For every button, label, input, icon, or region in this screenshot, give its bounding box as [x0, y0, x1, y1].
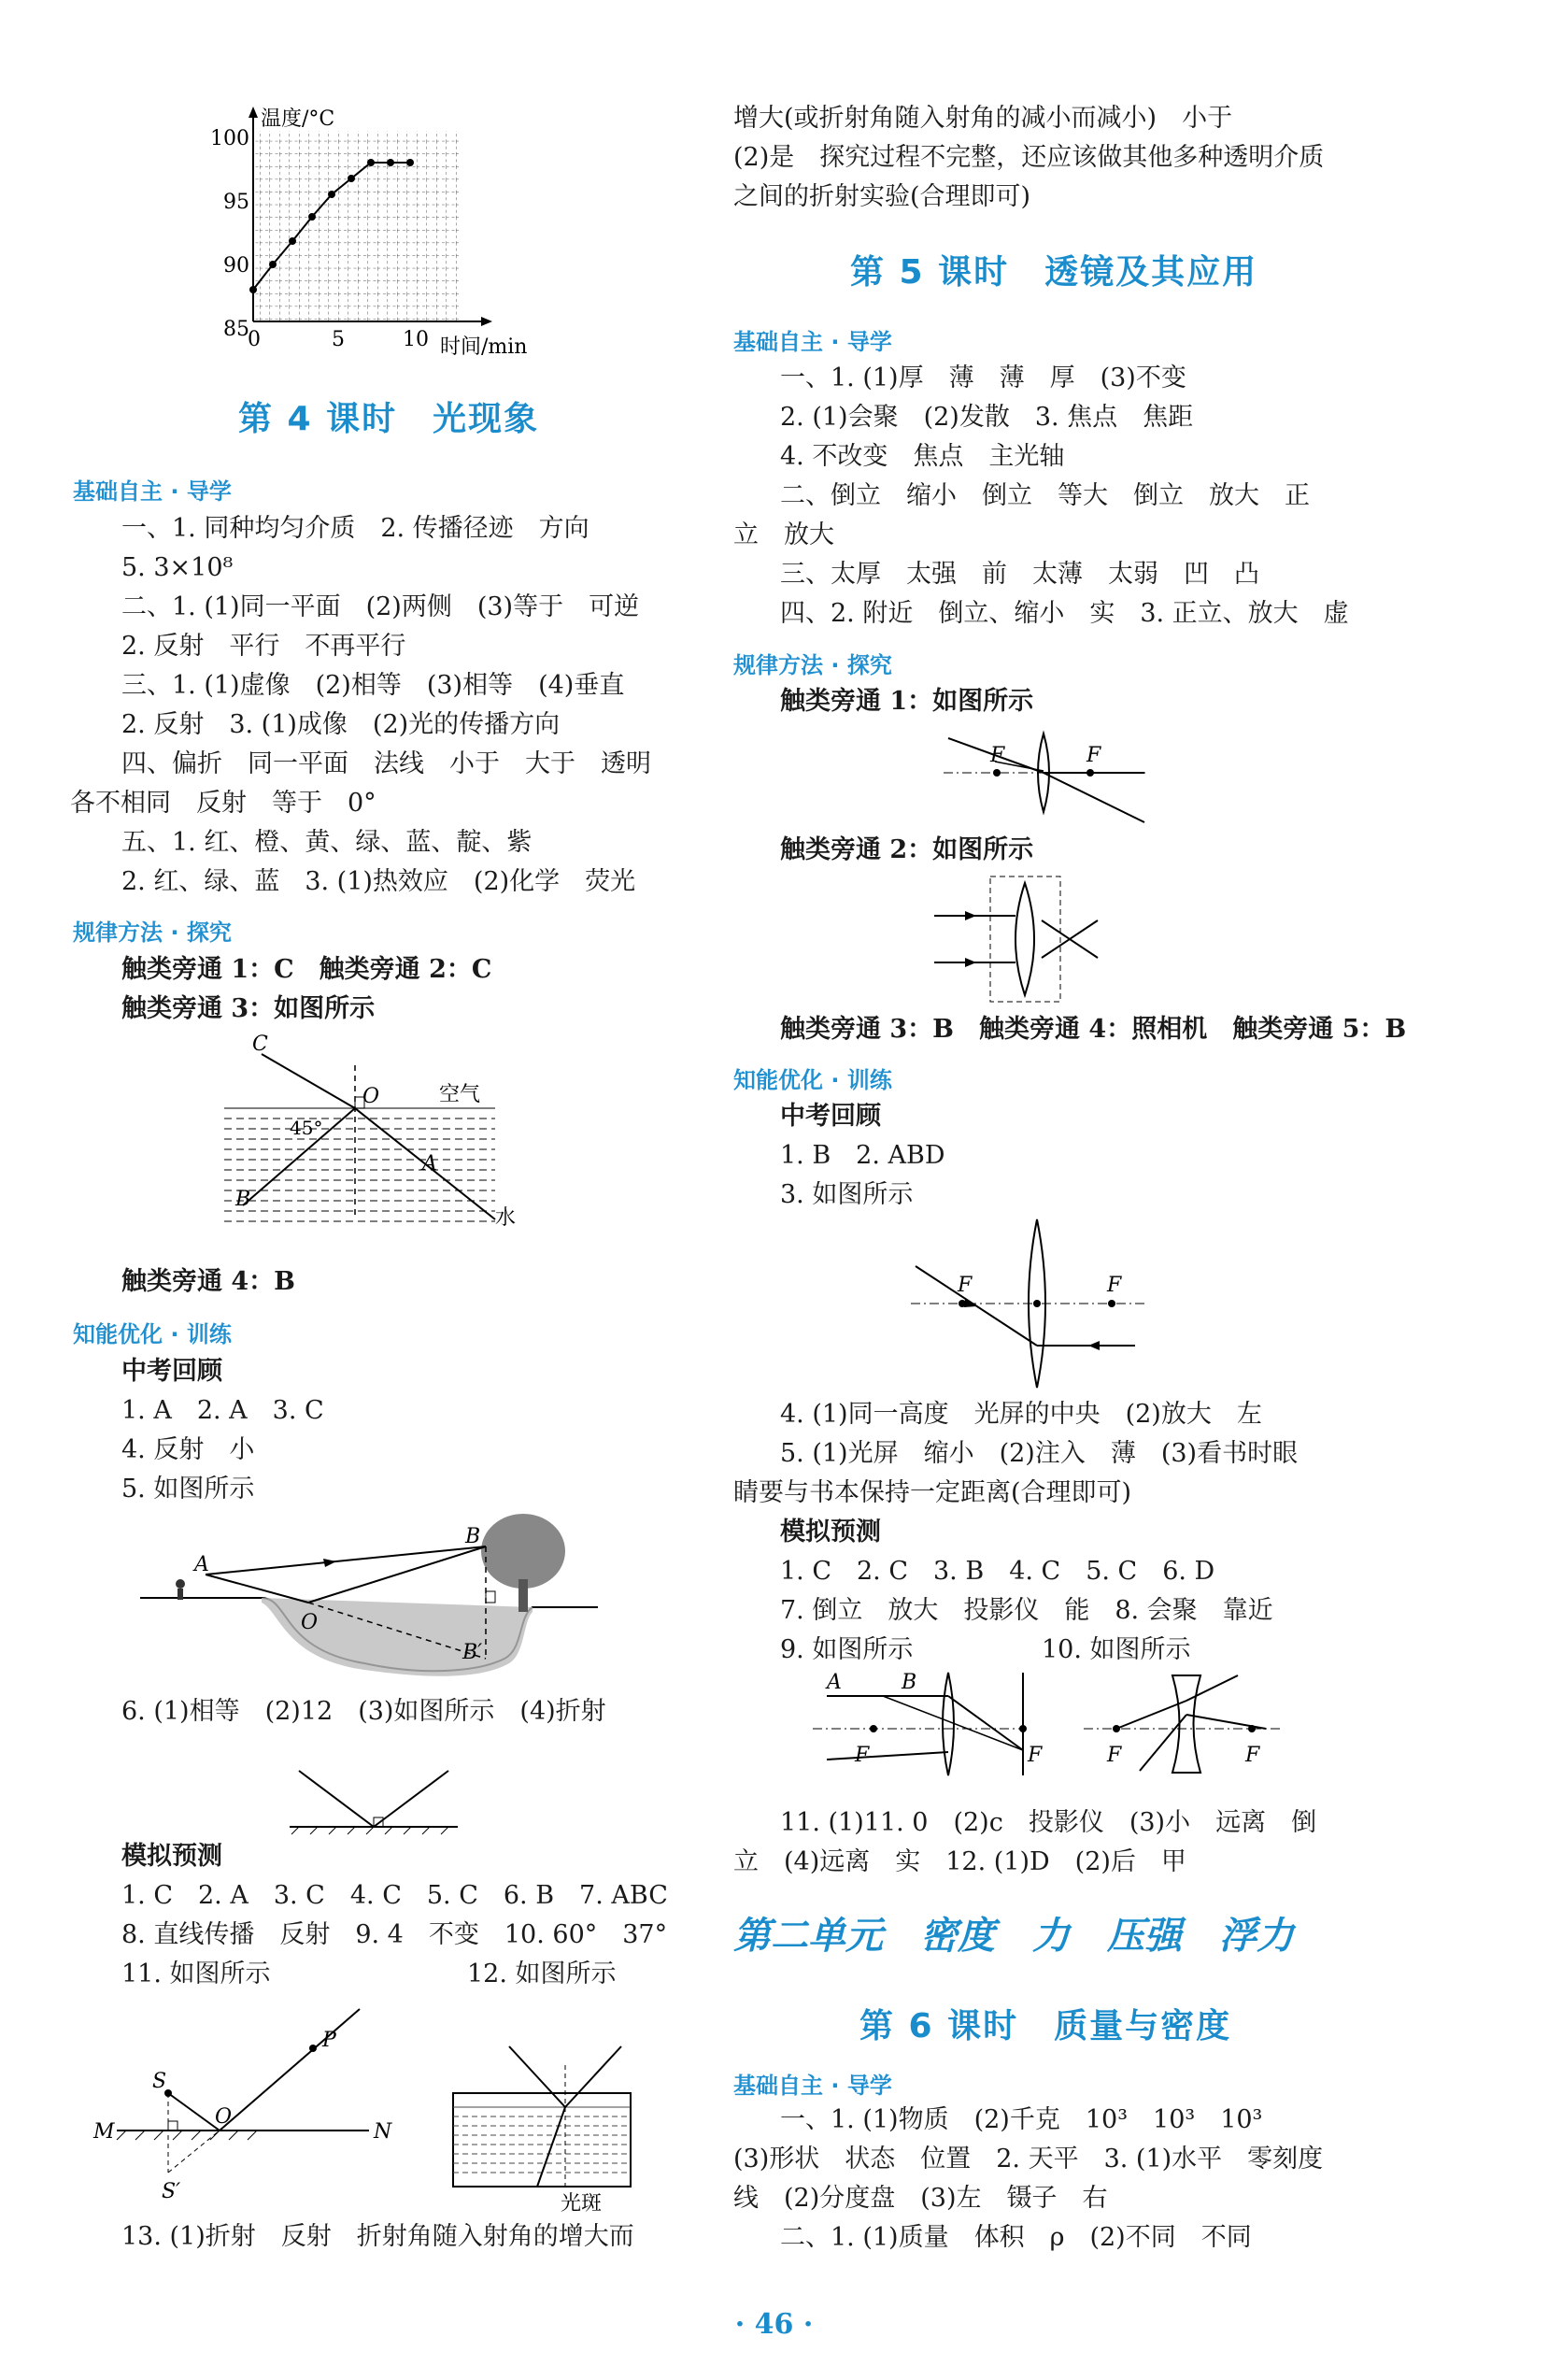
- answer-line: 触类旁通 3：如图所示: [121, 994, 376, 1023]
- section-method-explore: 规律方法 · 探究: [73, 919, 232, 946]
- svg-text:F: F: [1107, 1274, 1122, 1297]
- answer-line: 3. 如图所示: [780, 1180, 914, 1209]
- answer-line: 触类旁通 1：C 触类旁通 2：C: [121, 955, 492, 984]
- convex-lens-diagram-2: [930, 869, 1163, 1009]
- lesson5-title: 第 5 课时 透镜及其应用: [850, 253, 1258, 292]
- answer-line: 11. (1)11. 0 (2)c 投影仪 (3)小 远离 倒: [780, 1808, 1317, 1837]
- answer-line: 9. 如图所示: [780, 1635, 914, 1664]
- answer-line: 各不相同 反射 等于 0°: [70, 789, 376, 818]
- graph-ylabel: 温度/°C: [261, 107, 335, 131]
- svg-text:A: A: [827, 1671, 842, 1694]
- refraction-diagram: [215, 1028, 542, 1243]
- answer-line: 二、1. (1)质量 体积 ρ (2)不同 不同: [780, 2223, 1252, 2252]
- answer-line: 8. 直线传播 反射 9. 4 不变 10. 60° 37°: [121, 1920, 668, 1949]
- svg-text:水: 水: [495, 1206, 517, 1230]
- svg-text:F: F: [1245, 1744, 1260, 1767]
- svg-text:O: O: [215, 2105, 233, 2129]
- svg-text:10: 10: [403, 328, 429, 351]
- projector-lens-diagram: [808, 1668, 1051, 1780]
- answer-line: 立 (4)远离 实 12. (1)D (2)后 甲: [733, 1847, 1186, 1876]
- svg-text:85: 85: [223, 318, 249, 341]
- lesson4-title: 第 4 课时 光现象: [238, 400, 540, 438]
- convex-lens-diagram-3: [906, 1215, 1149, 1392]
- svg-text:O: O: [301, 1611, 319, 1634]
- answer-line: 1. C 2. C 3. B 4. C 5. C 6. D: [780, 1557, 1215, 1586]
- answer-line: 一、1. (1)厚 薄 薄 厚 (3)不变: [780, 363, 1186, 392]
- section-basic-guide: 基础自主 · 导学: [733, 329, 892, 355]
- answer-line: 线 (2)分度盘 (3)左 镊子 右: [733, 2184, 1108, 2213]
- svg-text:B′: B′: [462, 1641, 483, 1664]
- answer-line: 三、太厚 太强 前 太薄 太弱 凹 凸: [780, 560, 1259, 589]
- svg-text:F: F: [1107, 1744, 1122, 1767]
- answer-line: 5. 3×10⁸: [121, 553, 234, 582]
- answer-line: 7. 倒立 放大 投影仪 能 8. 会聚 靠近: [780, 1596, 1273, 1625]
- answer-line: 一、1. 同种均匀介质 2. 传播径迹 方向: [121, 514, 589, 543]
- svg-text:B: B: [465, 1525, 481, 1548]
- svg-text:M: M: [93, 2120, 115, 2144]
- svg-text:光斑: 光斑: [561, 2192, 603, 2215]
- answer-line: 四、偏折 同一平面 法线 小于 大于 透明: [121, 749, 651, 778]
- answer-line: 13. (1)折射 反射 折射角随入射角的增大而: [121, 2222, 634, 2251]
- svg-text:空气: 空气: [439, 1083, 481, 1106]
- answer-line: 增大(或折射角随入射角的减小而减小) 小于: [733, 104, 1233, 133]
- section-skill-training: 知能优化 · 训练: [733, 1067, 892, 1093]
- svg-text:45°: 45°: [290, 1117, 323, 1139]
- svg-text:0: 0: [248, 328, 261, 351]
- answer-line: 三、1. (1)虚像 (2)相等 (3)相等 (4)垂直: [121, 671, 625, 700]
- answer-line: 触类旁通 4：B: [121, 1267, 296, 1296]
- section-basic-guide: 基础自主 · 导学: [733, 2073, 892, 2099]
- answer-line: 10. 如图所示: [1042, 1635, 1191, 1664]
- svg-text:B: B: [902, 1671, 917, 1694]
- svg-text:5: 5: [332, 328, 345, 351]
- section-method-explore: 规律方法 · 探究: [733, 652, 892, 678]
- convex-lens-diagram-1: [939, 724, 1154, 827]
- svg-text:S: S: [152, 2070, 167, 2093]
- answer-line: 2. 反射 3. (1)成像 (2)光的传播方向: [121, 710, 561, 739]
- svg-text:A: A: [422, 1152, 437, 1176]
- mirror-reflection-diagram: [280, 1761, 467, 1836]
- svg-text:P: P: [322, 2029, 336, 2052]
- svg-text:O: O: [362, 1085, 380, 1108]
- answer-line: 二、1. (1)同一平面 (2)两侧 (3)等于 可逆: [121, 592, 640, 621]
- answer-line: 二、倒立 缩小 倒立 等大 倒立 放大 正: [780, 481, 1310, 510]
- answer-line: 1. C 2. A 3. C 4. C 5. C 6. B 7. ABC: [121, 1881, 668, 1910]
- answer-line: 2. (1)会聚 (2)发散 3. 焦点 焦距: [780, 403, 1194, 432]
- svg-text:F: F: [990, 744, 1005, 767]
- answer-line: 触类旁通 1：如图所示: [780, 687, 1034, 716]
- plane-mirror-diagram: [89, 1990, 406, 2215]
- svg-text:B: B: [235, 1188, 251, 1211]
- answer-line: 4. 不改变 焦点 主光轴: [780, 442, 1065, 471]
- page-number: · 46 ·: [734, 2308, 814, 2341]
- answer-line: 5. (1)光屏 缩小 (2)注入 薄 (3)看书时眼: [780, 1439, 1299, 1468]
- graph-xlabel: 时间/min: [440, 335, 528, 359]
- answer-line: 五、1. 红、橙、黄、绿、蓝、靛、紫: [121, 828, 533, 857]
- svg-text:C: C: [252, 1033, 268, 1056]
- svg-text:F: F: [1028, 1744, 1043, 1767]
- answer-line: 11. 如图所示: [121, 1960, 271, 1988]
- answer-line: 4. 反射 小: [121, 1435, 255, 1464]
- answer-line: 睛要与书本保持一定距离(合理即可): [733, 1478, 1132, 1507]
- answer-line: 四、2. 附近 倒立、缩小 实 3. 正立、放大 虚: [780, 599, 1349, 628]
- answer-line: 触类旁通 2：如图所示: [780, 835, 1034, 864]
- unit-title: 第二单元 密度 力 压强 浮力: [733, 1915, 1294, 1958]
- water-tank-diagram: [444, 2037, 687, 2215]
- answer-line: 2. 反射 平行 不再平行: [121, 632, 406, 661]
- answer-line: 4. (1)同一高度 光屏的中央 (2)放大 左: [780, 1400, 1262, 1429]
- answer-line: 1. B 2. ABD: [780, 1141, 945, 1170]
- pond-reflection-diagram: [140, 1509, 607, 1691]
- svg-text:90: 90: [223, 254, 249, 278]
- subheading: 模拟预测: [121, 1842, 222, 1871]
- answer-line: 12. 如图所示: [467, 1960, 617, 1988]
- svg-text:100: 100: [210, 127, 249, 150]
- answer-line: (2)是 探究过程不完整，还应该做其他多种透明介质: [733, 143, 1325, 172]
- svg-text:N: N: [374, 2120, 392, 2144]
- answer-line: 1. A 2. A 3. C: [121, 1396, 324, 1425]
- subheading: 中考回顾: [121, 1357, 222, 1386]
- answer-line: 触类旁通 3：B 触类旁通 4：照相机 触类旁通 5：B: [780, 1015, 1407, 1044]
- section-skill-training: 知能优化 · 训练: [73, 1321, 232, 1347]
- section-basic-guide: 基础自主 · 导学: [73, 478, 232, 505]
- svg-text:F: F: [855, 1744, 870, 1767]
- svg-text:S′: S′: [162, 2180, 181, 2203]
- svg-text:95: 95: [223, 191, 249, 214]
- answer-line: 6. (1)相等 (2)12 (3)如图所示 (4)折射: [121, 1697, 606, 1726]
- answer-line: (3)形状 状态 位置 2. 天平 3. (1)水平 零刻度: [733, 2145, 1324, 2173]
- svg-text:F: F: [958, 1274, 973, 1297]
- subheading: 中考回顾: [780, 1102, 881, 1131]
- subheading: 模拟预测: [780, 1518, 881, 1546]
- answer-line: 立 放大: [733, 520, 834, 549]
- lesson6-title: 第 6 课时 质量与密度: [859, 2007, 1232, 2045]
- answer-line: 5. 如图所示: [121, 1475, 255, 1504]
- svg-text:A: A: [194, 1553, 209, 1576]
- answer-line: 一、1. (1)物质 (2)千克 10³ 10³ 10³: [780, 2105, 1263, 2134]
- temperature-time-graph: [201, 103, 556, 374]
- answer-line: 之间的折射实验(合理即可): [733, 182, 1031, 211]
- svg-text:F: F: [1086, 744, 1101, 767]
- answer-line: 2. 红、绿、蓝 3. (1)热效应 (2)化学 荧光: [121, 867, 636, 896]
- concave-lens-diagram: [1079, 1668, 1285, 1780]
